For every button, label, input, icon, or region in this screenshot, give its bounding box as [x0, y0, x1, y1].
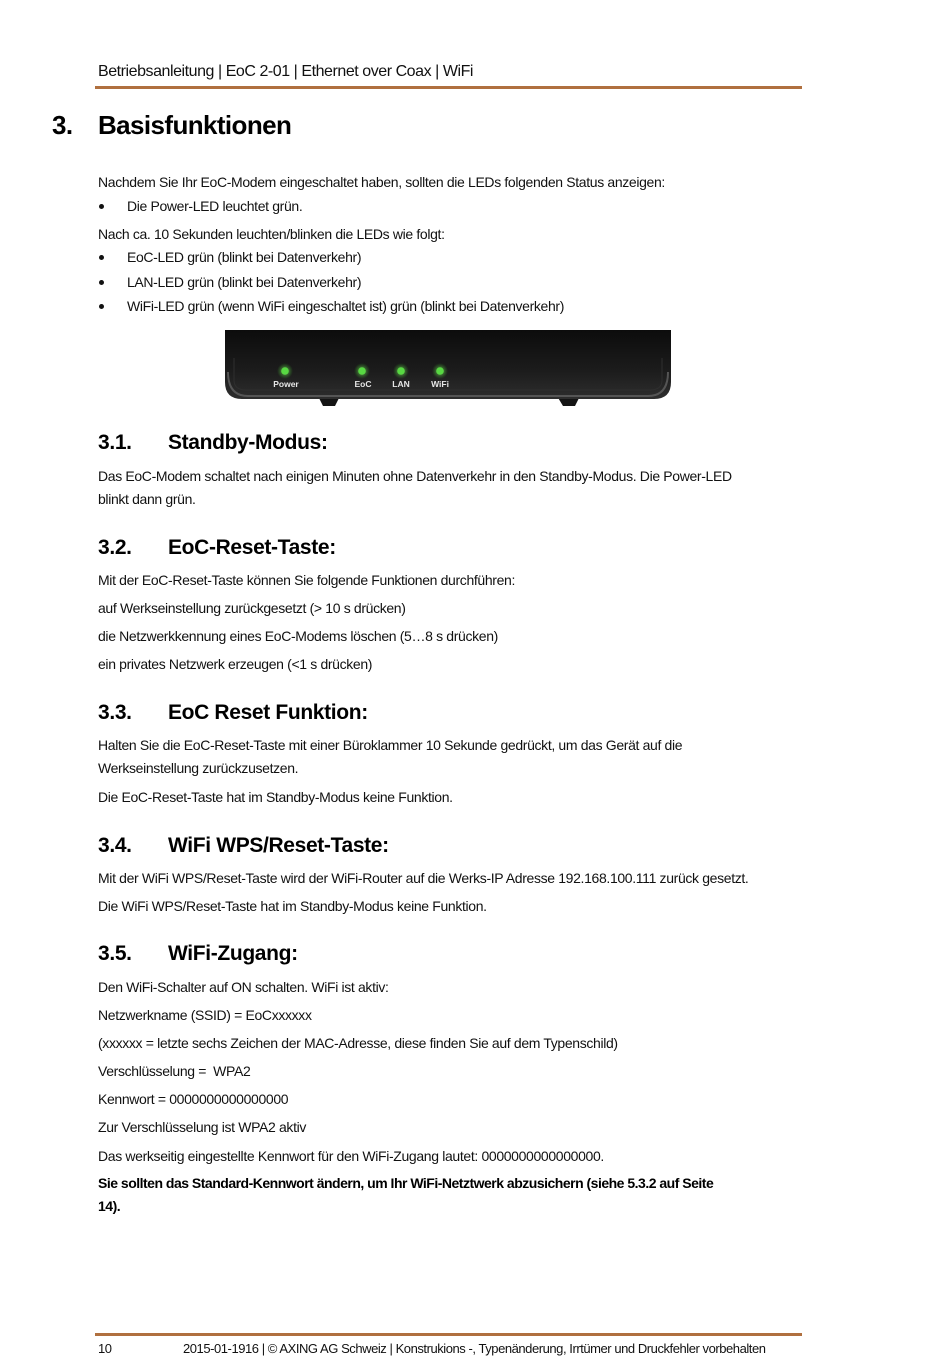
section-line: Werkseinstellung zurückzusetzen. — [98, 760, 299, 776]
wifi-led — [436, 367, 444, 375]
section-line: auf Werkseinstellung zurückgesetzt (> 10 s drücken) — [98, 600, 406, 616]
section-line: Den WiFi-Schalter auf ON schalten. WiFi ist aktiv: — [98, 979, 389, 995]
section-title: EoC-Reset-Taste: — [168, 536, 336, 559]
header-title: Betriebsanleitung | EoC 2-01 | Ethernet over Coax | WiFi — [98, 63, 474, 80]
section-line: Das werkseitig eingestellte Kennwort für den WiFi-Zugang lautet: 0000000000000000. — [98, 1148, 604, 1164]
section-number: 3.2. — [98, 536, 132, 559]
intro-after-text: Nach ca. 10 Sekunden leuchten/blinken die LEDs wie folgt: — [98, 226, 445, 242]
modem-front-image — [222, 328, 674, 410]
bullet-text: LAN-LED grün (blinkt bei Datenverkehr) — [127, 274, 362, 290]
section-number: 3.4. — [98, 834, 132, 857]
section-title: WiFi-Zugang: — [168, 942, 298, 965]
bullet-text: WiFi-LED grün (wenn WiFi eingeschaltet ist) grün (blinkt bei Datenverkehr) — [127, 298, 565, 314]
header-rule — [95, 86, 802, 89]
section-number: 3.1. — [98, 431, 132, 454]
section-line: Mit der WiFi WPS/Reset-Taste wird der WiFi-Router auf die Werks-IP Adresse 192.168.100.111 zurück gesetzt. — [98, 870, 749, 886]
warning-note: Sie sollten das Standard-Kennwort ändern, um Ihr WiFi-Netztwerk abzusichern (siehe 5.3.2 auf Seite — [98, 1175, 714, 1191]
bullet-item — [98, 196, 718, 216]
section-line: Die EoC-Reset-Taste hat im Standby-Modus keine Funktion. — [98, 789, 453, 805]
chapter-title: Basisfunktionen — [98, 110, 292, 140]
bullet-icon — [99, 204, 104, 209]
section-line: blinkt dann grün. — [98, 491, 196, 507]
lan-led-label: LAN — [392, 379, 410, 389]
warning-note: 14). — [98, 1198, 121, 1214]
section-number: 3.3. — [98, 701, 132, 724]
bullet-item — [98, 247, 718, 267]
bullet-icon — [99, 280, 104, 285]
section-line: (xxxxxx = letzte sechs Zeichen der MAC-Adresse, diese finden Sie auf dem Typenschild) — [98, 1035, 618, 1051]
wifi-led-label: WiFi — [431, 379, 449, 389]
page-number: 10 — [98, 1341, 112, 1356]
eoc-led-label: EoC — [354, 379, 372, 389]
bullet-item — [98, 272, 718, 292]
ssid-line: Netzwerkname (SSID) = EoCxxxxxx — [98, 1007, 312, 1023]
footer-rule — [95, 1333, 802, 1336]
power-led — [281, 367, 289, 375]
bullet-icon — [99, 255, 104, 260]
intro-status-text: Nachdem Sie Ihr EoC-Modem eingeschaltet haben, sollten die LEDs folgenden Status anzeigen: — [98, 174, 665, 190]
section-line: Mit der EoC-Reset-Taste können Sie folgende Funktionen durchführen: — [98, 572, 516, 588]
section-line: Halten Sie die EoC-Reset-Taste mit einer Büroklammer 10 Sekunde gedrückt, um das Gerät auf die — [98, 737, 683, 753]
section-line: Das EoC-Modem schaltet nach einigen Minuten ohne Datenverkehr in den Standby-Modus. Die Power-LED — [98, 468, 732, 484]
section-line: ein privates Netzwerk erzeugen (<1 s drücken) — [98, 656, 373, 672]
section-line: Die WiFi WPS/Reset-Taste hat im Standby-Modus keine Funktion. — [98, 898, 487, 914]
section-title: WiFi WPS/Reset-Taste: — [168, 834, 389, 857]
bullet-text: Die Power-LED leuchtet grün. — [127, 198, 303, 214]
bullet-item — [98, 296, 718, 316]
eoc-led — [358, 367, 366, 375]
lan-led — [397, 367, 405, 375]
chapter-number: 3. — [52, 110, 73, 140]
section-line: Zur Verschlüsselung ist WPA2 aktiv — [98, 1119, 307, 1135]
password-line: Kennwort = 0000000000000000 — [98, 1091, 289, 1107]
encryption-line: Verschlüsselung = WPA2 — [98, 1063, 251, 1079]
power-led-label: Power — [273, 379, 299, 389]
footer-text: 2015-01-1916 | © AXING AG Schweiz | Konstrukions -, Typenänderung, Irrtümer und Druckfehler vorbehalten — [183, 1341, 766, 1356]
section-number: 3.5. — [98, 942, 132, 965]
bullet-text: EoC-LED grün (blinkt bei Datenverkehr) — [127, 249, 362, 265]
section-line: die Netzwerkkennung eines EoC-Modems löschen (5…8 s drücken) — [98, 628, 498, 644]
section-title: Standby-Modus: — [168, 431, 328, 454]
section-title: EoC Reset Funktion: — [168, 701, 368, 724]
bullet-icon — [99, 304, 104, 309]
